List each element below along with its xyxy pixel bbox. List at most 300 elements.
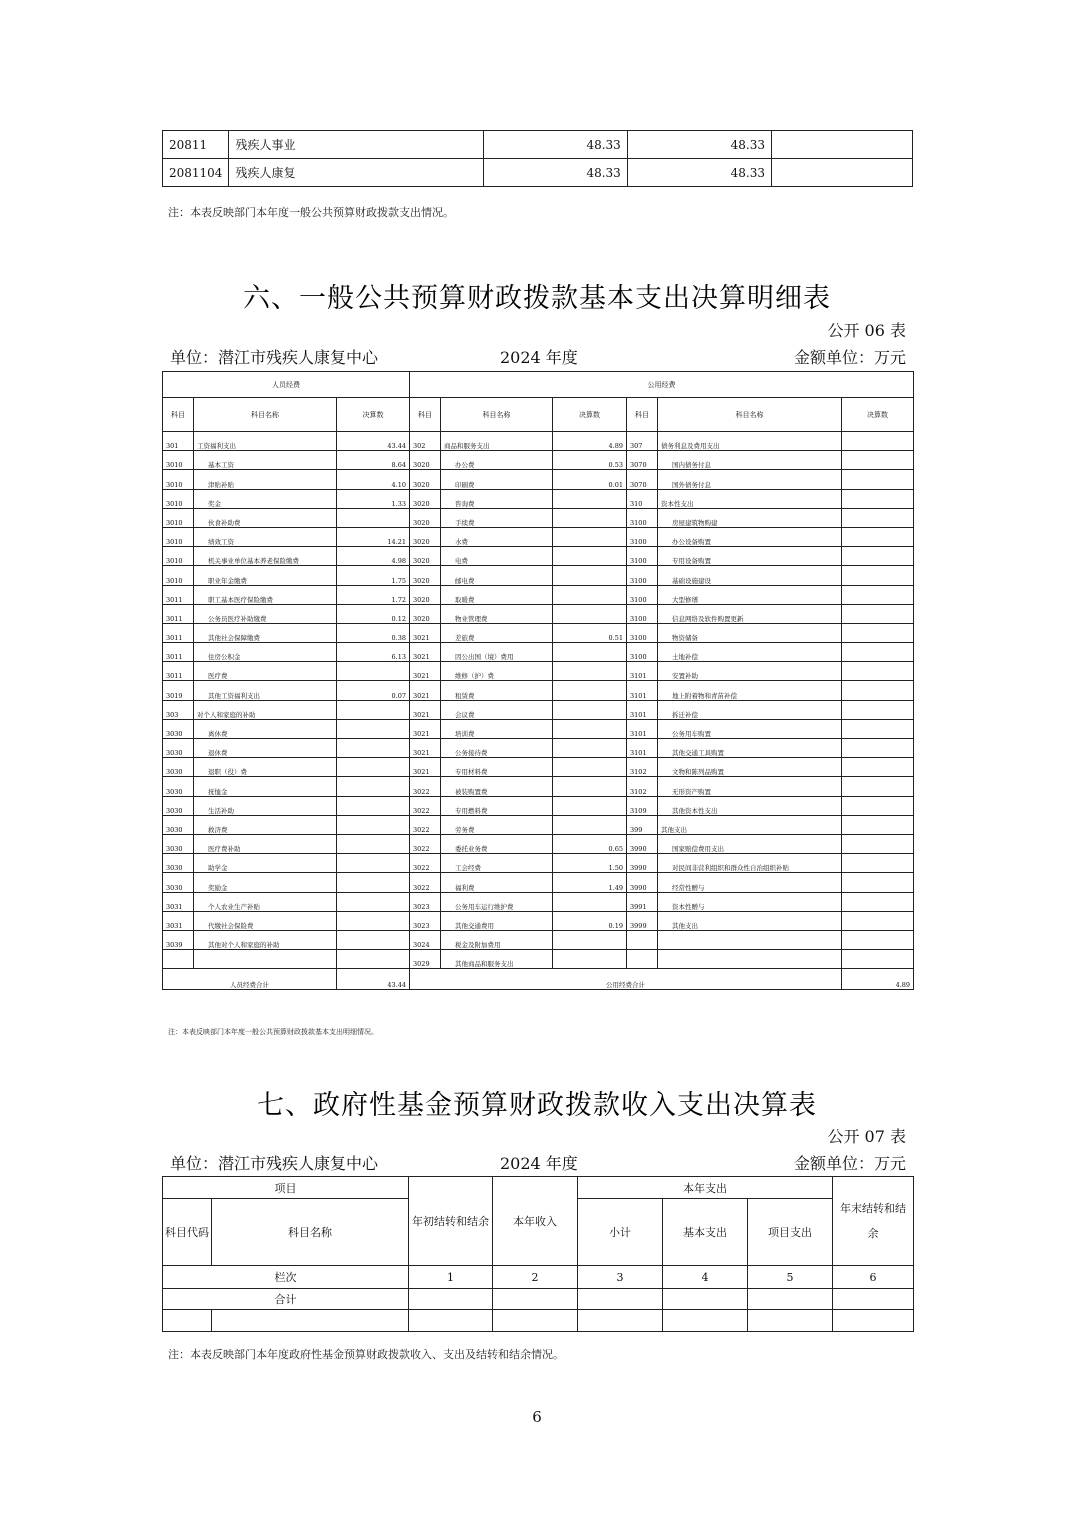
cell-code: 3010 <box>163 566 194 585</box>
cell-code: 3019 <box>163 681 194 700</box>
cell-code: 3021 <box>410 739 441 758</box>
cell-amount <box>553 662 627 681</box>
cell-amount <box>842 758 914 777</box>
cell-code: 3020 <box>410 451 441 470</box>
cell-name: 福利费 <box>441 873 553 892</box>
cell-code: 3100 <box>627 566 658 585</box>
cell-code: 3020 <box>410 566 441 585</box>
cell-code: 3101 <box>627 681 658 700</box>
personnel-total: 43.44 <box>337 969 410 990</box>
cell-code: 3999 <box>627 911 658 930</box>
cell-code: 3021 <box>410 623 441 642</box>
cell-amount <box>842 604 914 623</box>
table-row <box>163 470 914 489</box>
cell-amount <box>337 873 410 892</box>
cell <box>493 1289 578 1310</box>
cell-name <box>194 950 337 969</box>
table-row <box>163 585 914 604</box>
cell-code: 3010 <box>163 508 194 527</box>
cell-name: 土地补偿 <box>658 643 842 662</box>
cell-amount <box>553 950 627 969</box>
cell-name: 奖金 <box>194 489 337 508</box>
h-basic: 基本支出 <box>663 1199 748 1266</box>
cell-code: 20811 <box>163 131 229 159</box>
cell-code: 3029 <box>410 950 441 969</box>
cell-code: 3070 <box>627 451 658 470</box>
cell-name: 资本性支出 <box>658 489 842 508</box>
cell-name: 债务利息及费用支出 <box>658 432 842 451</box>
cell-name: 工资福利支出 <box>194 432 337 451</box>
table-row <box>163 508 914 527</box>
cell-name: 住房公积金 <box>194 643 337 662</box>
cell-code: 3020 <box>410 470 441 489</box>
cell-amount: 1.75 <box>337 566 410 585</box>
cell-amount <box>337 911 410 930</box>
cell-code: 3990 <box>627 873 658 892</box>
cell-name: 水费 <box>441 527 553 546</box>
col-name-header: 科目名称 <box>194 398 337 432</box>
cell-name: 其他对个人和家庭的补助 <box>194 930 337 949</box>
cell-code: 3020 <box>410 604 441 623</box>
cell-amount: 1.49 <box>553 873 627 892</box>
cell-amount <box>842 815 914 834</box>
cell-code: 3020 <box>410 527 441 546</box>
table-row <box>163 719 914 738</box>
cell-name: 公务员医疗补助缴费 <box>194 604 337 623</box>
cell-name: 对民间非营利组织和群众性自治组织补贴 <box>658 854 842 873</box>
cell-amount <box>842 796 914 815</box>
cell-code: 302 <box>410 432 441 451</box>
cell-total: 48.33 <box>483 131 627 159</box>
cell-amount <box>842 451 914 470</box>
cell-name: 差旅费 <box>441 623 553 642</box>
cell-name: 办公设备购置 <box>658 527 842 546</box>
cell-amount <box>337 662 410 681</box>
cell-name: 救济费 <box>194 815 337 834</box>
cell-amount <box>553 758 627 777</box>
table-row <box>163 604 914 623</box>
col-number: 4 <box>663 1266 748 1289</box>
cell-amount <box>553 739 627 758</box>
cell-amount <box>553 643 627 662</box>
cell-name: 商品和服务支出 <box>441 432 553 451</box>
table-row <box>163 873 914 892</box>
table7-note: 注：本表反映部门本年度政府性基金预算财政拨款收入、支出及结转和结余情况。 <box>168 1348 564 1361</box>
cell-name: 其他社会保障缴费 <box>194 623 337 642</box>
table6-unit: 单位：潜江市残疾人康复中心 <box>170 348 379 367</box>
cell-name: 办公费 <box>441 451 553 470</box>
cell-code: 303 <box>163 700 194 719</box>
col-number: 1 <box>409 1266 493 1289</box>
cell-amount <box>842 585 914 604</box>
cell-name: 职业年金缴费 <box>194 566 337 585</box>
row-col-label: 栏次 <box>163 1266 409 1289</box>
cell-code: 3022 <box>410 796 441 815</box>
cell-name <box>658 950 842 969</box>
col-number: 5 <box>748 1266 833 1289</box>
table-row <box>163 930 914 949</box>
cell-name: 印刷费 <box>441 470 553 489</box>
cell-amount: 0.01 <box>553 470 627 489</box>
cell-code: 3030 <box>163 815 194 834</box>
cell-amount: 14.21 <box>337 527 410 546</box>
cell-amount <box>553 796 627 815</box>
cell-project <box>772 159 913 187</box>
cell <box>493 1310 578 1332</box>
cell-code: 3100 <box>627 527 658 546</box>
table5-note: 注：本表反映部门本年度一般公共预算财政拨款支出情况。 <box>168 206 454 219</box>
cell-amount <box>553 585 627 604</box>
cell <box>833 1289 914 1310</box>
cell <box>663 1289 748 1310</box>
cell-amount <box>842 777 914 796</box>
cell-code: 3100 <box>627 643 658 662</box>
cell-name: 国家赔偿费用支出 <box>658 834 842 853</box>
table6 <box>162 371 914 990</box>
cell-code: 3010 <box>163 470 194 489</box>
cell-code: 3020 <box>410 547 441 566</box>
cell <box>163 1310 212 1332</box>
table6-year: 2024 年度 <box>500 348 578 367</box>
cell-code: 3020 <box>410 508 441 527</box>
table-row <box>163 950 914 969</box>
cell-name: 专用设备购置 <box>658 547 842 566</box>
cell-code: 3030 <box>163 739 194 758</box>
table-row <box>163 815 914 834</box>
cell-name: 税金及附加费用 <box>441 930 553 949</box>
cell-code: 3101 <box>627 700 658 719</box>
cell-amount <box>337 950 410 969</box>
cell-name: 其他支出 <box>658 911 842 930</box>
cell-name: 职工基本医疗保险缴费 <box>194 585 337 604</box>
table7-unit: 单位：潜江市残疾人康复中心 <box>170 1154 379 1173</box>
cell-amount <box>553 547 627 566</box>
cell-name: 手续费 <box>441 508 553 527</box>
cell-name: 残疾人康复 <box>229 159 483 187</box>
cell-code: 3010 <box>163 451 194 470</box>
cell-amount: 4.89 <box>553 432 627 451</box>
cell-amount <box>842 566 914 585</box>
cell-code: 3011 <box>163 643 194 662</box>
cell-code: 3102 <box>627 758 658 777</box>
cell-amount <box>553 815 627 834</box>
cell-basic: 48.33 <box>627 159 771 187</box>
cell-name: 委托业务费 <box>441 834 553 853</box>
table-row <box>163 854 914 873</box>
cell-name: 对个人和家庭的补助 <box>194 700 337 719</box>
cell <box>212 1310 409 1332</box>
table-row <box>163 911 914 930</box>
cell-amount <box>842 719 914 738</box>
cell-amount <box>337 892 410 911</box>
cell <box>748 1310 833 1332</box>
cell-name: 培训费 <box>441 719 553 738</box>
cell <box>409 1289 493 1310</box>
table-row <box>163 159 913 187</box>
cell-code: 3031 <box>163 892 194 911</box>
cell-code: 3101 <box>627 662 658 681</box>
table-row <box>163 758 914 777</box>
cell-name: 残疾人事业 <box>229 131 483 159</box>
cell-code: 3020 <box>410 489 441 508</box>
table7 <box>162 1176 914 1332</box>
table-row <box>163 432 914 451</box>
table7-year: 2024 年度 <box>500 1154 578 1173</box>
cell-code: 3021 <box>410 700 441 719</box>
table6-currency: 金额单位：万元 <box>793 348 906 367</box>
cell-amount: 1.33 <box>337 489 410 508</box>
table6-number: 公开 06 表 <box>827 321 906 340</box>
cell-code: 3023 <box>410 892 441 911</box>
table7-title: 七、政府性基金预算财政拨款收入支出决算表 <box>257 1090 817 1121</box>
cell-amount <box>553 489 627 508</box>
table-row <box>163 662 914 681</box>
cell-code: 3022 <box>410 873 441 892</box>
cell-amount: 0.38 <box>337 623 410 642</box>
table7-number: 公开 07 表 <box>827 1127 906 1146</box>
group-public-header: 公用经费 <box>410 372 914 398</box>
cell-name: 地上附着物和青苗补偿 <box>658 681 842 700</box>
cell-amount <box>553 681 627 700</box>
table-row <box>163 623 914 642</box>
table-row <box>163 643 914 662</box>
cell-name: 基本工资 <box>194 451 337 470</box>
col-amount-header: 决算数 <box>553 398 627 432</box>
cell-code: 3039 <box>163 930 194 949</box>
cell-name: 机关事业单位基本养老保险缴费 <box>194 547 337 566</box>
cell <box>409 1310 493 1332</box>
cell-name: 取暖费 <box>441 585 553 604</box>
col-name-header: 科目名称 <box>441 398 553 432</box>
cell-code: 3101 <box>627 719 658 738</box>
cell-code: 3101 <box>627 739 658 758</box>
table6-title: 六、一般公共预算财政拨款基本支出决算明细表 <box>243 283 831 314</box>
cell <box>578 1289 663 1310</box>
cell-name: 离休费 <box>194 719 337 738</box>
cell-name: 生活补助 <box>194 796 337 815</box>
cell-name: 公务用车购置 <box>658 719 842 738</box>
cell-code: 310 <box>627 489 658 508</box>
cell-name: 经常性赠与 <box>658 873 842 892</box>
cell-name <box>658 930 842 949</box>
cell-name: 其他交通费用 <box>441 911 553 930</box>
table5-tail <box>162 130 913 187</box>
cell-code: 3022 <box>410 777 441 796</box>
h-begin: 年初结转和结余 <box>409 1177 493 1266</box>
cell-name: 会议费 <box>441 700 553 719</box>
cell-code: 3100 <box>627 623 658 642</box>
page-number: 6 <box>532 1408 542 1426</box>
cell-code: 3011 <box>163 623 194 642</box>
cell-name: 国外债务付息 <box>658 470 842 489</box>
cell-code: 301 <box>163 432 194 451</box>
cell-code: 3024 <box>410 930 441 949</box>
cell-name: 公务用车运行维护费 <box>441 892 553 911</box>
table-row <box>163 131 913 159</box>
h-income: 本年收入 <box>493 1177 578 1266</box>
cell-amount <box>842 854 914 873</box>
cell-amount: 1.50 <box>553 854 627 873</box>
row-total-label: 合计 <box>163 1289 409 1310</box>
col-code-header: 科目 <box>627 398 658 432</box>
cell-amount: 0.51 <box>553 623 627 642</box>
cell-amount <box>842 911 914 930</box>
cell <box>833 1310 914 1332</box>
cell-basic: 48.33 <box>627 131 771 159</box>
cell <box>578 1310 663 1332</box>
cell-name: 个人农业生产补贴 <box>194 892 337 911</box>
cell-name: 绩效工资 <box>194 527 337 546</box>
table-row <box>163 892 914 911</box>
cell-amount <box>842 700 914 719</box>
cell-amount: 0.53 <box>553 451 627 470</box>
table-row <box>163 527 914 546</box>
group-personnel-header: 人员经费 <box>163 372 410 398</box>
cell-name: 其他商品和服务支出 <box>441 950 553 969</box>
cell-name: 助学金 <box>194 854 337 873</box>
cell-name: 物资储备 <box>658 623 842 642</box>
col-number: 2 <box>493 1266 578 1289</box>
cell-amount: 6.13 <box>337 643 410 662</box>
cell-amount: 0.07 <box>337 681 410 700</box>
cell-code: 3100 <box>627 604 658 623</box>
cell-code: 3030 <box>163 854 194 873</box>
personnel-total-label: 人员经费合计 <box>163 969 337 990</box>
cell <box>748 1289 833 1310</box>
cell-name: 工会经费 <box>441 854 553 873</box>
col-amount-header: 决算数 <box>337 398 410 432</box>
cell-code: 3010 <box>163 489 194 508</box>
cell-total: 48.33 <box>483 159 627 187</box>
cell-amount <box>553 930 627 949</box>
cell-code: 3011 <box>163 662 194 681</box>
cell-name: 伙食补助费 <box>194 508 337 527</box>
h-end: 年末结转和结余 <box>833 1177 914 1266</box>
cell-code: 3030 <box>163 834 194 853</box>
cell-name: 抚恤金 <box>194 777 337 796</box>
table-row <box>163 777 914 796</box>
cell-code: 3030 <box>163 873 194 892</box>
cell-amount: 4.98 <box>337 547 410 566</box>
cell-code <box>627 930 658 949</box>
cell-code: 3021 <box>410 719 441 738</box>
cell-name: 专用材料费 <box>441 758 553 777</box>
cell-name: 邮电费 <box>441 566 553 585</box>
table7-currency: 金额单位：万元 <box>793 1154 906 1173</box>
cell-amount <box>337 796 410 815</box>
cell-amount <box>842 739 914 758</box>
cell-name: 维修（护）费 <box>441 662 553 681</box>
cell-code: 3990 <box>627 854 658 873</box>
cell-amount: 4.10 <box>337 470 410 489</box>
cell-name: 信息网络及软件购置更新 <box>658 604 842 623</box>
cell-name: 因公出国（境）费用 <box>441 643 553 662</box>
cell-name: 安置补助 <box>658 662 842 681</box>
cell-amount <box>337 854 410 873</box>
cell-name: 其他交通工具购置 <box>658 739 842 758</box>
cell-code: 3021 <box>410 643 441 662</box>
cell-code: 3100 <box>627 547 658 566</box>
h-expense: 本年支出 <box>578 1177 833 1199</box>
cell-name: 医疗费 <box>194 662 337 681</box>
cell-name: 大型修缮 <box>658 585 842 604</box>
cell-amount: 0.19 <box>553 911 627 930</box>
cell-project <box>772 131 913 159</box>
cell-amount <box>553 527 627 546</box>
table6-note: 注：本表反映部门本年度一般公共预算财政拨款基本支出明细情况。 <box>168 1028 378 1036</box>
cell-amount: 8.64 <box>337 451 410 470</box>
cell-amount <box>553 777 627 796</box>
cell-name: 公务接待费 <box>441 739 553 758</box>
cell-amount <box>337 758 410 777</box>
cell-code: 3010 <box>163 547 194 566</box>
cell-code: 3021 <box>410 758 441 777</box>
cell-code: 3011 <box>163 604 194 623</box>
h-name: 科目名称 <box>212 1199 409 1266</box>
cell-amount <box>337 719 410 738</box>
table-row <box>163 739 914 758</box>
cell-name: 资本性赠与 <box>658 892 842 911</box>
cell-code: 3020 <box>410 585 441 604</box>
cell-code: 3022 <box>410 854 441 873</box>
cell <box>663 1310 748 1332</box>
cell-amount <box>337 700 410 719</box>
cell-name: 劳务费 <box>441 815 553 834</box>
cell-amount <box>553 604 627 623</box>
table-row <box>163 700 914 719</box>
cell-amount <box>337 739 410 758</box>
col-code-header: 科目 <box>410 398 441 432</box>
cell-amount <box>337 508 410 527</box>
table-row <box>163 681 914 700</box>
cell-code: 3021 <box>410 681 441 700</box>
h-code: 科目代码 <box>163 1199 212 1266</box>
cell-name: 退休费 <box>194 739 337 758</box>
col-amount-header: 决算数 <box>842 398 914 432</box>
cell-code: 3102 <box>627 777 658 796</box>
cell-code: 399 <box>627 815 658 834</box>
table-row <box>163 489 914 508</box>
cell-amount <box>842 930 914 949</box>
totals-row <box>163 969 914 990</box>
cell-amount <box>842 643 914 662</box>
h-item: 项目 <box>163 1177 409 1199</box>
cell-name: 代缴社会保险费 <box>194 911 337 930</box>
cell-code: 3021 <box>410 662 441 681</box>
cell-code: 3991 <box>627 892 658 911</box>
cell-name: 医疗费补助 <box>194 834 337 853</box>
cell-amount <box>553 719 627 738</box>
cell-amount <box>337 815 410 834</box>
cell-amount <box>553 508 627 527</box>
col-name-header: 科目名称 <box>658 398 842 432</box>
cell-amount <box>842 489 914 508</box>
table-row <box>163 834 914 853</box>
public-total-label: 公用经费合计 <box>410 969 842 990</box>
cell-name: 文物和陈列品购置 <box>658 758 842 777</box>
col-code-header: 科目 <box>163 398 194 432</box>
cell-name: 奖励金 <box>194 873 337 892</box>
cell-name: 国内债务付息 <box>658 451 842 470</box>
cell-code: 3030 <box>163 719 194 738</box>
cell-name: 无形资产购置 <box>658 777 842 796</box>
cell-amount <box>842 508 914 527</box>
cell-code <box>163 950 194 969</box>
cell-name: 津贴补贴 <box>194 470 337 489</box>
cell-code: 2081104 <box>163 159 229 187</box>
cell-code: 307 <box>627 432 658 451</box>
cell-amount: 43.44 <box>337 432 410 451</box>
